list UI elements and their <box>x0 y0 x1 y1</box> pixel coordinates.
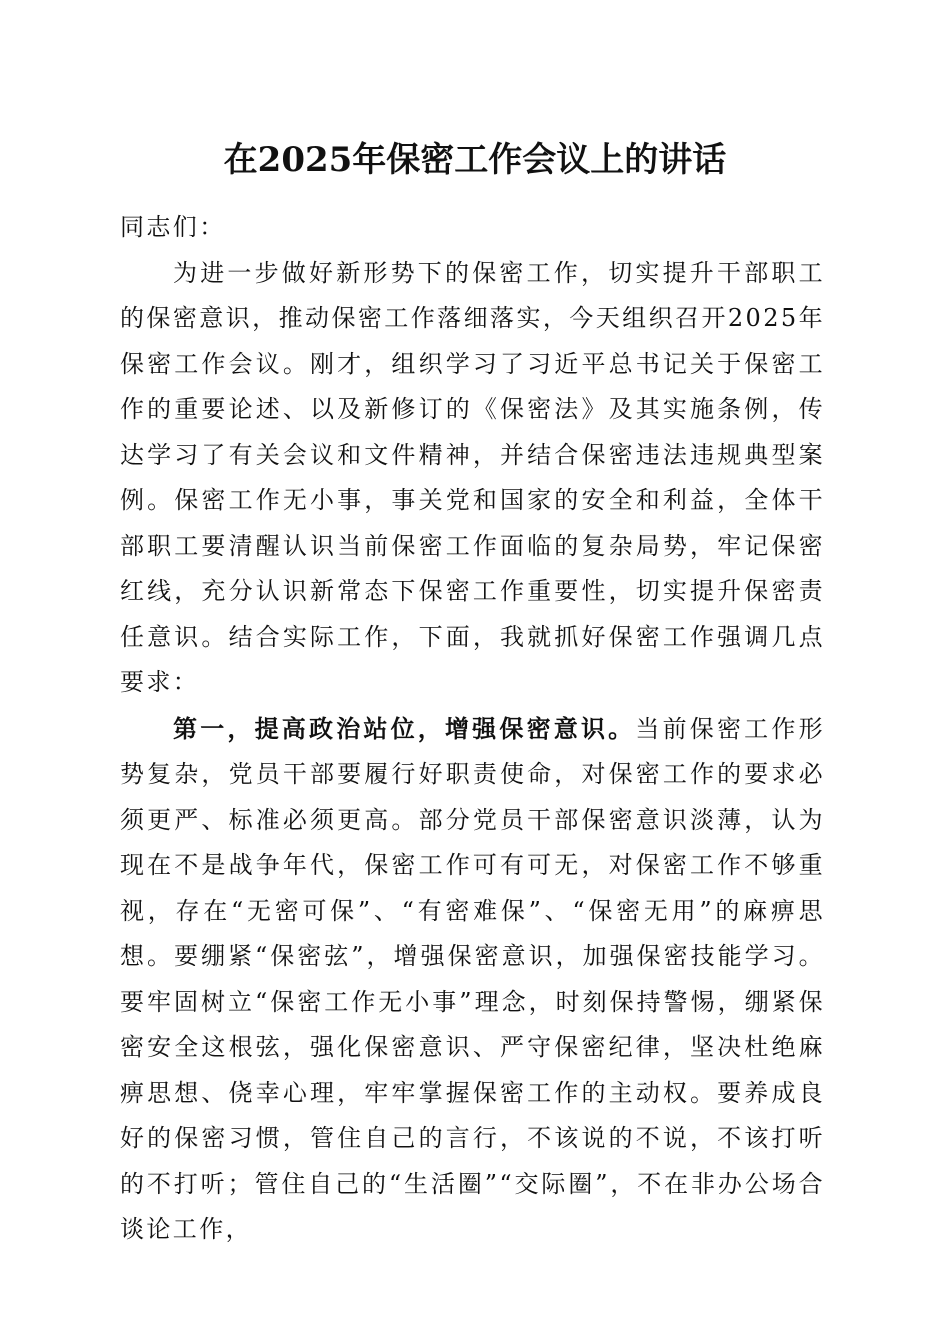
paragraph-intro: 为进一步做好新形势下的保密工作，切实提升干部职工的保密意识，推动保密工作落细落实，今天组织召开2025年保密工作会议。刚才，组织学习了习近平总书记关于保密工作的重要论述、以及新修订的《保密法》及其实施条例，传达学习了有关会议和文件精神，并结合保密违法违规典型案例。保密工作无小事，事关党和国家的安全和利益，全体干部职工要清醒认识当前保密工作面临的复杂局势，牢记保密红线，充分认识新常态下保密工作重要性，切实提升保密责任意识。结合实际工作，下面，我就抓好保密工作强调几点要求： <box>120 258 825 696</box>
paragraph-lead-heading: 第一，提高政治站位，增强保密意识。 <box>173 713 636 743</box>
paragraph-first-point-text: 当前保密工作形势复杂，党员干部要履行好职责使命，对保密工作的要求必须更严、标准必须更高。部分党员干部保密意识淡薄，认为现在不是战争年代，保密工作可有可无，对保密工作不够重视，存在“无密可保”、“有密难保”、“保密无用”的麻痹思想。要绷紧“保密弦”，增强保密意识，加强保密技能学习。要牢固树立“保密工作无小事”理念，时刻保持警惕，绷紧保密安全这根弦，强化保密意识、严守保密纪律，坚决杜绝麻痹思想、侥幸心理，牢牢掌握保密工作的主动权。要养成良好的保密习惯，管住自己的言行，不该说的不说，不该打听的不打听；管住自己的“生活圈”“交际圈”，不在非办公场合谈论工作， <box>120 714 825 1243</box>
document-title: 在2025年保密工作会议上的讲话 <box>223 140 727 180</box>
document-body <box>120 205 825 1253</box>
paragraph-first-point <box>120 706 825 1253</box>
salutation: 同志们： <box>120 213 226 241</box>
